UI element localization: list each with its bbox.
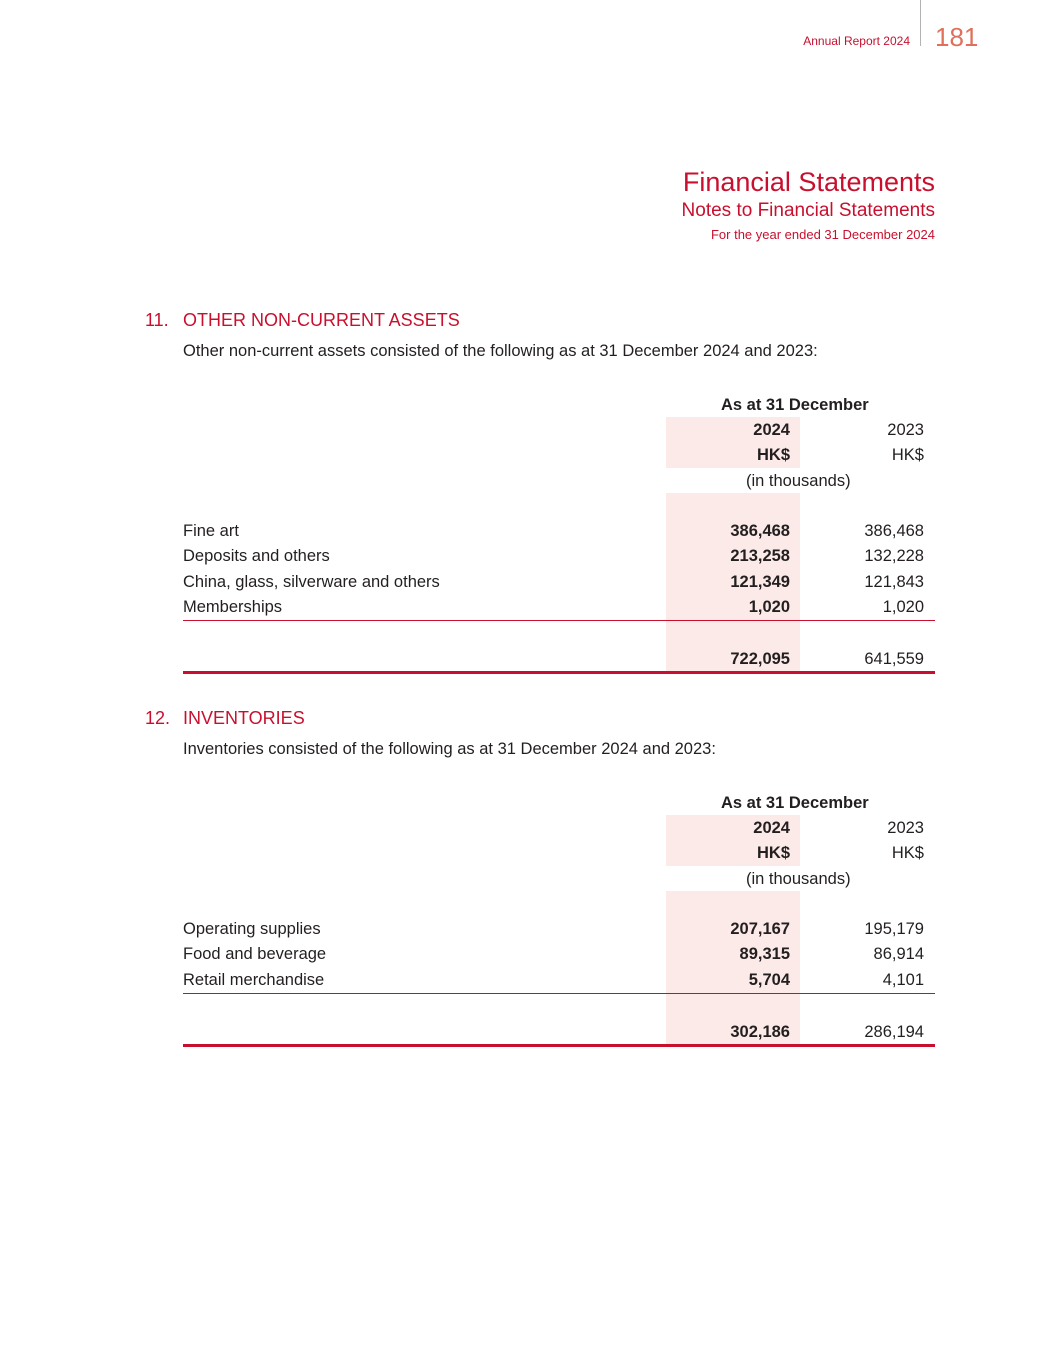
value-2023: 121,843: [864, 573, 924, 591]
col-2023-header: 2023: [887, 819, 924, 837]
value-2023: 1,020: [882, 598, 924, 616]
subtotal-rule: [183, 993, 935, 994]
value-2024: 213,258: [730, 547, 790, 565]
currency-2023: HK$: [891, 446, 924, 464]
row-label: Deposits and others: [183, 547, 330, 565]
note-number: 12.: [145, 708, 171, 728]
value-2024: 5,704: [748, 971, 790, 989]
currency-2023: HK$: [891, 844, 924, 862]
page-subtitle: Notes to Financial Statements: [681, 200, 935, 221]
col-2024-header: 2024: [753, 819, 790, 837]
value-2024: 1,020: [748, 598, 790, 616]
col-2024-shade: [666, 891, 800, 1044]
total-2023: 286,194: [864, 1023, 924, 1041]
value-2023: 195,179: [864, 920, 924, 938]
value-2024: 386,468: [730, 522, 790, 540]
unit-label: (in thousands): [746, 870, 851, 888]
as-at-header: As at 31 December: [721, 396, 869, 414]
value-2023: 4,101: [882, 971, 924, 989]
note-title: OTHER NON-CURRENT ASSETS: [183, 310, 460, 330]
page-title: Financial Statements: [682, 167, 935, 197]
col-2024-header: 2024: [753, 421, 790, 439]
row-label: Memberships: [183, 598, 283, 616]
unit-label: (in thousands): [746, 472, 851, 490]
title-block: [682, 166, 935, 246]
value-2024: 207,167: [730, 920, 790, 938]
header-divider: [920, 0, 921, 46]
total-2024: 722,095: [730, 650, 790, 668]
page-number: 181: [935, 22, 979, 52]
note-intro: Other non-current assets consisted of the following as at 31 December 2024 and 2023:: [183, 342, 818, 360]
row-label: Fine art: [183, 522, 239, 540]
currency-2024: HK$: [756, 446, 790, 464]
report-label: Annual Report 2024: [803, 34, 910, 48]
note-title: INVENTORIES: [183, 708, 305, 728]
subtotal-rule: [183, 620, 935, 621]
period-label: For the year ended 31 December 2024: [710, 227, 935, 242]
value-2023: 86,914: [873, 945, 924, 963]
total-2024: 302,186: [730, 1023, 790, 1041]
value-2024: 121,349: [730, 573, 790, 591]
currency-2024: HK$: [756, 844, 790, 862]
total-rule: [183, 671, 935, 674]
total-2023: 641,559: [864, 650, 924, 668]
as-at-header: As at 31 December: [721, 794, 869, 812]
col-2023-header: 2023: [887, 421, 924, 439]
total-rule: [183, 1044, 935, 1047]
row-label: Operating supplies: [183, 920, 321, 938]
value-2023: 386,468: [864, 522, 924, 540]
row-label: China, glass, silverware and others: [183, 573, 440, 591]
value-2023: 132,228: [864, 547, 924, 565]
value-2024: 89,315: [739, 945, 790, 963]
row-label: Food and beverage: [183, 945, 327, 963]
row-label: Retail merchandise: [183, 971, 325, 989]
note-number: 11.: [145, 310, 169, 330]
note-intro: Inventories consisted of the following as at 31 December 2024 and 2023:: [183, 740, 716, 758]
